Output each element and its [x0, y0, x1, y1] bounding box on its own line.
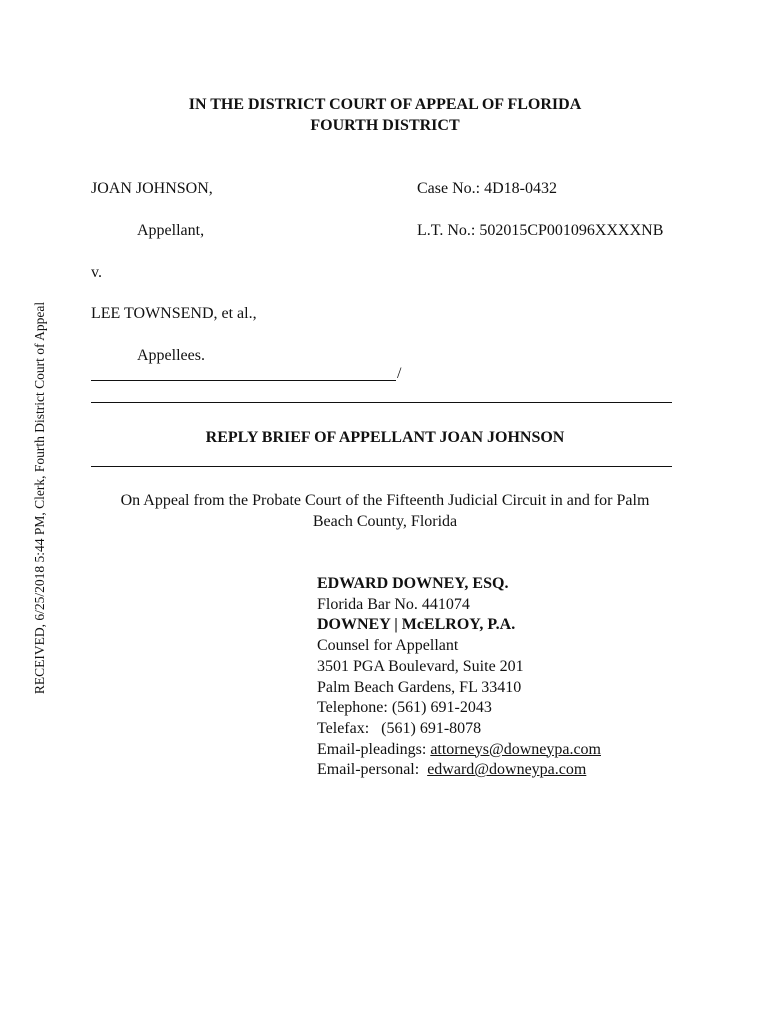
- appeal-from-line1: On Appeal from the Probate Court of the Fifteenth Judicial Circuit in and for Palm: [120, 492, 650, 509]
- case-number: Case No.: 4D18-0432: [417, 180, 557, 197]
- versus: v.: [91, 264, 102, 281]
- court-name: IN THE DISTRICT COURT OF APPEAL OF FLORIDA: [188, 96, 582, 113]
- address-line2: Palm Beach Gardens, FL 33410: [317, 678, 522, 696]
- telephone: Telephone: (561) 691-2043: [317, 699, 492, 717]
- counsel-block: [317, 574, 601, 781]
- caption-slash: /: [397, 365, 402, 382]
- email-personal-label: Email-personal:: [317, 761, 428, 779]
- appellee-role: Appellees.: [137, 347, 205, 364]
- brief-title: REPLY BRIEF OF APPELLANT JOAN JOHNSON: [205, 429, 565, 446]
- address-line1: 3501 PGA Boulevard, Suite 201: [317, 657, 524, 675]
- email-personal-row: [317, 760, 601, 781]
- appellant-name: JOAN JOHNSON,: [91, 180, 213, 197]
- attorney-name: EDWARD DOWNEY, ESQ.: [317, 575, 509, 592]
- title-rule-bottom: [91, 466, 672, 467]
- caption-underline: [91, 380, 396, 381]
- firm-name: DOWNEY | McELROY, P.A.: [317, 616, 516, 634]
- telefax: Telefax: (561) 691-8078: [317, 719, 482, 737]
- lower-tribunal-number: L.T. No.: 502015CP001096XXXXNB: [417, 222, 664, 239]
- counsel-role: Counsel for Appellant: [317, 637, 459, 655]
- bar-number: Florida Bar No. 441074: [317, 595, 470, 613]
- appellant-role: Appellant,: [137, 222, 205, 239]
- received-stamp: RECEIVED, 6/25/2018 5:44 PM, Clerk, Fourth District Court of Appeal: [32, 301, 47, 695]
- email-pleadings-label: Email-pleadings:: [317, 740, 431, 758]
- email-personal-link[interactable]: edward@downeypa.com: [427, 761, 587, 779]
- appellee-name: LEE TOWNSEND, et al.,: [91, 305, 257, 322]
- appeal-from-line2: Beach County, Florida: [312, 513, 458, 530]
- email-pleadings-row: [317, 740, 601, 761]
- email-pleadings-link[interactable]: attorneys@downeypa.com: [430, 740, 601, 758]
- title-rule-top: [91, 402, 672, 403]
- court-district: FOURTH DISTRICT: [310, 117, 460, 134]
